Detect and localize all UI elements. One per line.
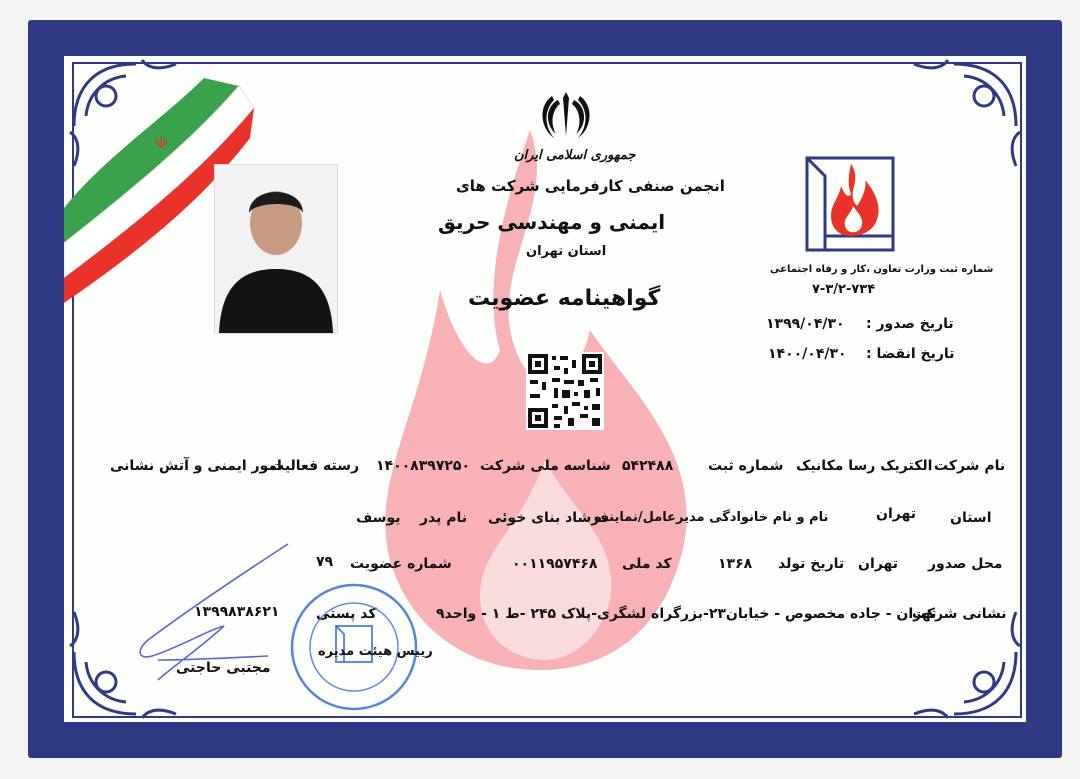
qr-code-icon xyxy=(526,352,604,430)
signatory-name: مجتبی حاجتی xyxy=(176,660,271,676)
company-address-value: تهران - جاده مخصوص - خیابان۲۳-بزرگراه لشگری-پلاک ۲۴۵ -ط ۱ - واحد۹ xyxy=(436,606,937,622)
certificate-title: گواهینامه عضویت xyxy=(468,286,661,311)
company-name-label: نام شرکت xyxy=(934,458,1006,474)
issue-date-label: تاریخ صدور : xyxy=(866,316,954,332)
member-photo xyxy=(214,164,338,334)
national-code-label: کد ملی xyxy=(622,556,672,572)
association-name: انجمن صنفی کارفرمایی شرکت های xyxy=(456,177,725,195)
association-field: ایمنی و مهندسی حریق xyxy=(438,210,666,234)
svg-text:☫: ☫ xyxy=(154,133,169,152)
ministry-registry-number: ۷-۳/۲-۷۳۴ xyxy=(812,282,876,297)
father-name-label: نام پدر xyxy=(420,510,468,526)
national-code-value: ۰۰۱۱۹۵۷۴۶۸ xyxy=(512,556,598,572)
activity-category-value: امور ایمنی و آتش نشانی xyxy=(110,458,282,474)
father-name-value: یوسف xyxy=(356,510,401,526)
ceo-representative-label: نام و نام خانوادگی مدیرعامل/نماینده xyxy=(594,510,829,525)
registration-number-label: شماره ثبت xyxy=(708,458,784,474)
birth-date-value: ۱۳۶۸ xyxy=(718,556,753,572)
republic-label: جمهوری اسلامی ایران xyxy=(514,148,636,163)
registration-number-value: ۵۴۲۴۸۸ xyxy=(622,458,674,474)
place-of-issue-label: محل صدور xyxy=(928,556,1003,572)
ceo-representative-value: فرشاد بنای خوئی xyxy=(488,510,610,526)
company-address-label: نشانی شرکت xyxy=(912,606,1007,622)
postal-code-value: ۱۳۹۹۸۳۸۶۲۱ xyxy=(194,604,280,620)
company-name-value: الکتریک رسا مکانیک xyxy=(796,458,933,474)
expiry-date-value: ۱۴۰۰/۰۴/۳۰ xyxy=(768,346,847,362)
membership-number-value: ۷۹ xyxy=(316,554,334,570)
activity-category-label: رسته فعالیت xyxy=(270,458,360,474)
birth-date-label: تاریخ تولد xyxy=(778,556,845,572)
issue-date-value: ۱۳۹۹/۰۴/۳۰ xyxy=(766,316,845,332)
membership-number-label: شماره عضویت xyxy=(350,556,452,572)
company-national-id-value: ۱۴۰۰۸۳۹۷۲۵۰ xyxy=(376,458,470,474)
association-logo-icon xyxy=(805,156,895,252)
province-value: تهران xyxy=(876,506,916,522)
postal-code-label: کد پستی xyxy=(316,606,377,622)
province-label: استان xyxy=(950,510,992,526)
expiry-date-label: تاریخ انقضا : xyxy=(866,346,955,362)
company-national-id-label: شناسه ملی شرکت xyxy=(480,458,611,474)
ministry-registry-label: شماره ثبت وزارت تعاون ،کار و رفاه اجتماعی xyxy=(770,264,994,275)
person-portrait-icon xyxy=(215,165,337,333)
signatory-role: رییس هیئت مدیره xyxy=(318,644,433,659)
iran-emblem-icon xyxy=(538,88,594,142)
association-province: استان تهران xyxy=(526,244,607,259)
place-of-issue-value: تهران xyxy=(858,556,898,572)
corner-ornament-top-right xyxy=(904,56,1024,176)
